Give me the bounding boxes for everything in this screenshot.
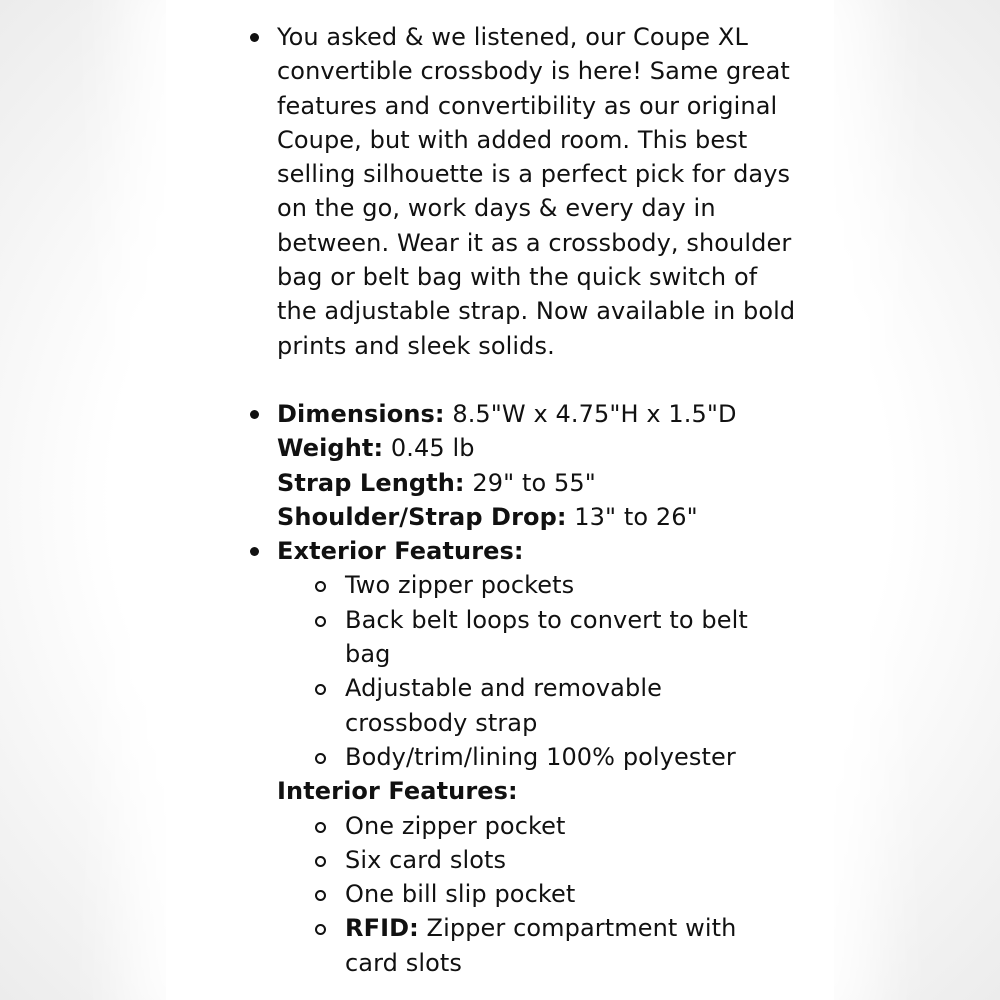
strap-drop-value: 13" to 26" [566, 502, 698, 531]
list-item-text: crossbody strap [345, 708, 538, 737]
description-item [277, 20, 817, 363]
bullet-circle-icon [315, 822, 326, 833]
bullet-circle-icon [315, 856, 326, 867]
bullet-disc-icon [250, 410, 259, 419]
list-item [345, 877, 817, 911]
strap-drop-label: Shoulder/Strap Drop: [277, 502, 567, 531]
rfid-value: Zipper compartment with [418, 914, 737, 943]
list-item [345, 740, 817, 774]
list-item [345, 603, 817, 672]
weight-value: 0.45 lb [383, 434, 475, 463]
dimensions-value: 8.5"W x 4.75"H x 1.5"D [444, 399, 737, 428]
list-item [345, 671, 817, 740]
exterior-list [277, 568, 817, 774]
strap-length-label: Strap Length: [277, 468, 465, 497]
weight-label: Weight: [277, 434, 384, 463]
description-line: convertible crossbody is here! Same great [277, 57, 790, 86]
rfid-line-continued: card slots [345, 948, 462, 977]
dimensions-row [277, 397, 817, 431]
strap-drop-row [277, 500, 817, 534]
weight-row [277, 431, 817, 465]
description-line: features and convertibility as our original [277, 91, 778, 120]
description-text [277, 20, 817, 363]
rfid-line [345, 911, 817, 945]
list-item-text: Adjustable and removable [345, 674, 662, 703]
description-line: the adjustable strap. Now available in bold [277, 297, 796, 326]
description-line: between. Wear it as a crossbody, shoulder [277, 228, 792, 257]
list-item [345, 809, 817, 843]
rfid-label: RFID: [345, 914, 419, 943]
spacer [277, 363, 817, 397]
specs-item [277, 397, 817, 534]
description-line: selling silhouette is a perfect pick for days [277, 160, 791, 189]
product-description [277, 20, 817, 980]
features-item [277, 534, 817, 980]
list-item-text: bag [345, 640, 391, 669]
bullet-circle-icon [315, 616, 326, 627]
description-line: bag or belt bag with the quick switch of [277, 263, 758, 292]
list-item-text: Six card slots [345, 845, 507, 874]
dimensions-label: Dimensions: [277, 399, 445, 428]
strap-length-row [277, 466, 817, 500]
bullet-circle-icon [315, 753, 326, 764]
strap-length-value: 29" to 55" [464, 468, 596, 497]
bullet-circle-icon [315, 684, 326, 695]
list-item-text: One zipper pocket [345, 811, 566, 840]
list-item [345, 843, 817, 877]
list-item-text: One bill slip pocket [345, 880, 576, 909]
description-line: Coupe, but with added room. This best [277, 125, 748, 154]
bullet-circle-icon [315, 581, 326, 592]
list-item [345, 568, 817, 602]
bullet-circle-icon [315, 890, 326, 901]
rfid-item [345, 911, 817, 980]
description-line: on the go, work days & every day in [277, 194, 716, 223]
bullet-disc-icon [250, 33, 259, 42]
description-line: prints and sleek solids. [277, 331, 555, 360]
bullet-circle-icon [315, 924, 326, 935]
interior-list [277, 809, 817, 980]
list-item-text: Body/trim/lining 100% polyester [345, 742, 736, 771]
list-item-text: Two zipper pockets [345, 571, 575, 600]
interior-heading: Interior Features: [277, 777, 518, 806]
exterior-heading: Exterior Features: [277, 537, 524, 566]
description-line: You asked & we listened, our Coupe XL [277, 23, 748, 51]
list-item-text: Back belt loops to convert to belt [345, 605, 748, 634]
